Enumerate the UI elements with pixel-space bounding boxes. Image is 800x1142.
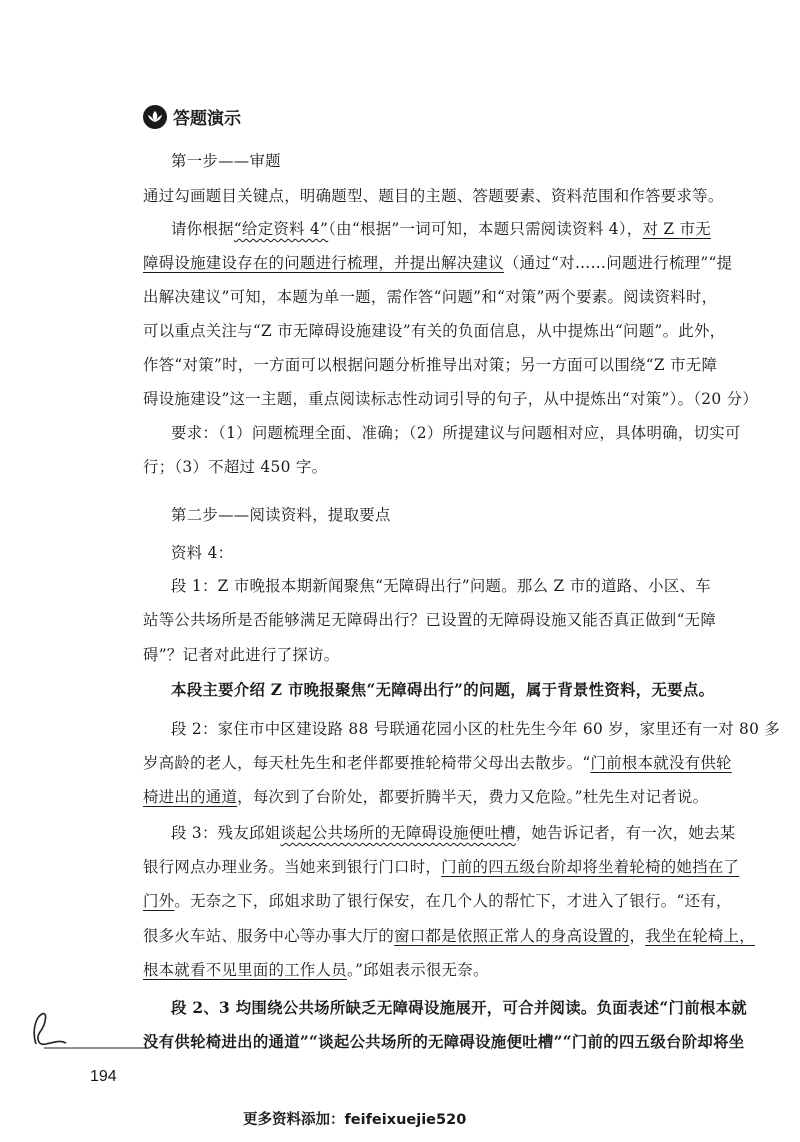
paragraph-line: [143, 926, 800, 946]
text-span: ，: [629, 927, 646, 945]
step-2-title: 第二步——阅读资料，提取要点: [171, 506, 391, 524]
paragraph-line: [143, 960, 800, 980]
step-1-title: 第一步——审题: [171, 152, 281, 170]
paragraph-line: [143, 253, 800, 273]
underlined-text: 我坐在轮椅上，: [645, 927, 755, 945]
text-span: 段 3：残友邱姐: [171, 824, 281, 842]
page-number: 194: [90, 1068, 117, 1085]
footer-note: 更多资料添加：feifeixuejie520: [243, 1112, 467, 1128]
paragraph-line: 通过勾画题目关键点，明确题型、题目的主题、答题要素、资料范围和作答要求等。: [143, 187, 724, 205]
analysis-line: 没有供轮椅进出的通道”“谈起公共场所的无障碍设施便吐槽”“门前的四五级台阶却将坐: [143, 1033, 745, 1051]
underlined-text: 椅进出的通道: [143, 788, 238, 806]
text-span: 岁高龄的老人，每天杜先生和老伴都要推轮椅带父母出去散步。“: [143, 754, 591, 772]
section-title: 答题演示: [173, 109, 241, 129]
paragraph-line: [143, 857, 800, 877]
paragraph-line: 出解决建议”可知，本题为单一题，需作答“问题”和“对策”两个要素。阅读资料时，: [143, 288, 718, 306]
text-span: 银行网点办理业务。当她来到银行门口时，: [143, 858, 442, 876]
paragraph-line: [143, 891, 800, 911]
paragraph-line: [143, 787, 800, 807]
section-heading: [143, 104, 241, 129]
underlined-text: 门前的四五级台阶却将坐着轮椅的她挡在了: [441, 858, 740, 876]
underlined-text: 谈起公共场所的无障碍设施便吐槽: [280, 824, 516, 842]
pen-mark-icon: [26, 1010, 152, 1054]
paragraph-line: 作答“对策”时，一方面可以根据问题分析推导出对策；另一方面可以围绕“Z 市无障: [143, 356, 718, 374]
paragraph-line: [171, 823, 800, 843]
underlined-text: “给定资料 4”: [233, 220, 329, 238]
paragraph-line: 站等公共场所是否能够满足无障碍出行？已设置的无障碍设施又能否真正做到“无障: [143, 611, 717, 629]
underlined-text: 根本就看不见里面的工作人员: [143, 961, 347, 979]
text-span: （通过“对……问题进行梳理”“提: [503, 254, 733, 272]
text-span: ，每次到了台阶处，都要折腾半天，费力又危险。”杜先生对记者说。: [237, 788, 709, 806]
underlined-text: 障碍设施建设存在的问题进行梳理，并提出解决建议: [143, 254, 504, 272]
lotus-emblem-icon: [143, 105, 167, 129]
text-span: ，她告诉记者，有一次，她去某: [515, 824, 736, 842]
paragraph-line: 碍”？记者对此进行了探访。: [143, 646, 340, 664]
text-span: 。”邱姐表示很无奈。: [346, 961, 489, 979]
text-span: 很多火车站、服务中心等办事大厅的: [143, 927, 395, 945]
paragraph-line: 要求：（1）问题梳理全面、准确；（2）所提建议与问题相对应，具体明确，切实可: [171, 424, 741, 442]
text-span: 。无奈之下，邱姐求助了银行保安，在几个人的帮忙下，才进入了银行。“还有，: [174, 892, 732, 910]
text-span: 请你根据: [171, 220, 234, 238]
paragraph-line: 行；（3）不超过 450 字。: [143, 458, 328, 476]
underlined-text: 窗口都是依照正常人的身高设置的: [394, 927, 630, 945]
paragraph-line: 碍设施建设”这一主题，重点阅读标志性动词引导的句子，从中提炼出“对策”）。（20 分）: [143, 390, 759, 408]
paragraph-line: [143, 753, 800, 773]
paragraph-line: 可以重点关注与“Z 市无障碍设施建设”有关的负面信息，从中提炼出“问题”。此外，: [143, 322, 726, 340]
underlined-text: 门外: [143, 892, 175, 910]
paragraph-line: 段 1：Z 市晚报本期新闻聚焦“无障碍出行”问题。那么 Z 市的道路、小区、车: [171, 577, 711, 595]
underlined-text: 门前根本就没有供轮: [590, 754, 732, 772]
text-span: （由“根据”一词可知，本题只需阅读资料 4），: [328, 220, 643, 238]
analysis-line: 段 2、3 均围绕公共场所缺乏无障碍设施展开，可合并阅读。负面表述“门前根本就: [171, 999, 747, 1017]
paragraph-line: [171, 219, 800, 239]
underlined-text: 对 Z 市无: [642, 220, 711, 238]
paragraph-line: 段 2：家住市中区建设路 88 号联通花园小区的杜先生今年 60 岁，家里还有一对 80 多: [171, 720, 781, 738]
analysis-line: 本段主要介绍 Z 市晚报聚焦“无障碍出行”的问题，属于背景性资料，无要点。: [171, 681, 715, 699]
material-label: 资料 4：: [171, 544, 234, 562]
